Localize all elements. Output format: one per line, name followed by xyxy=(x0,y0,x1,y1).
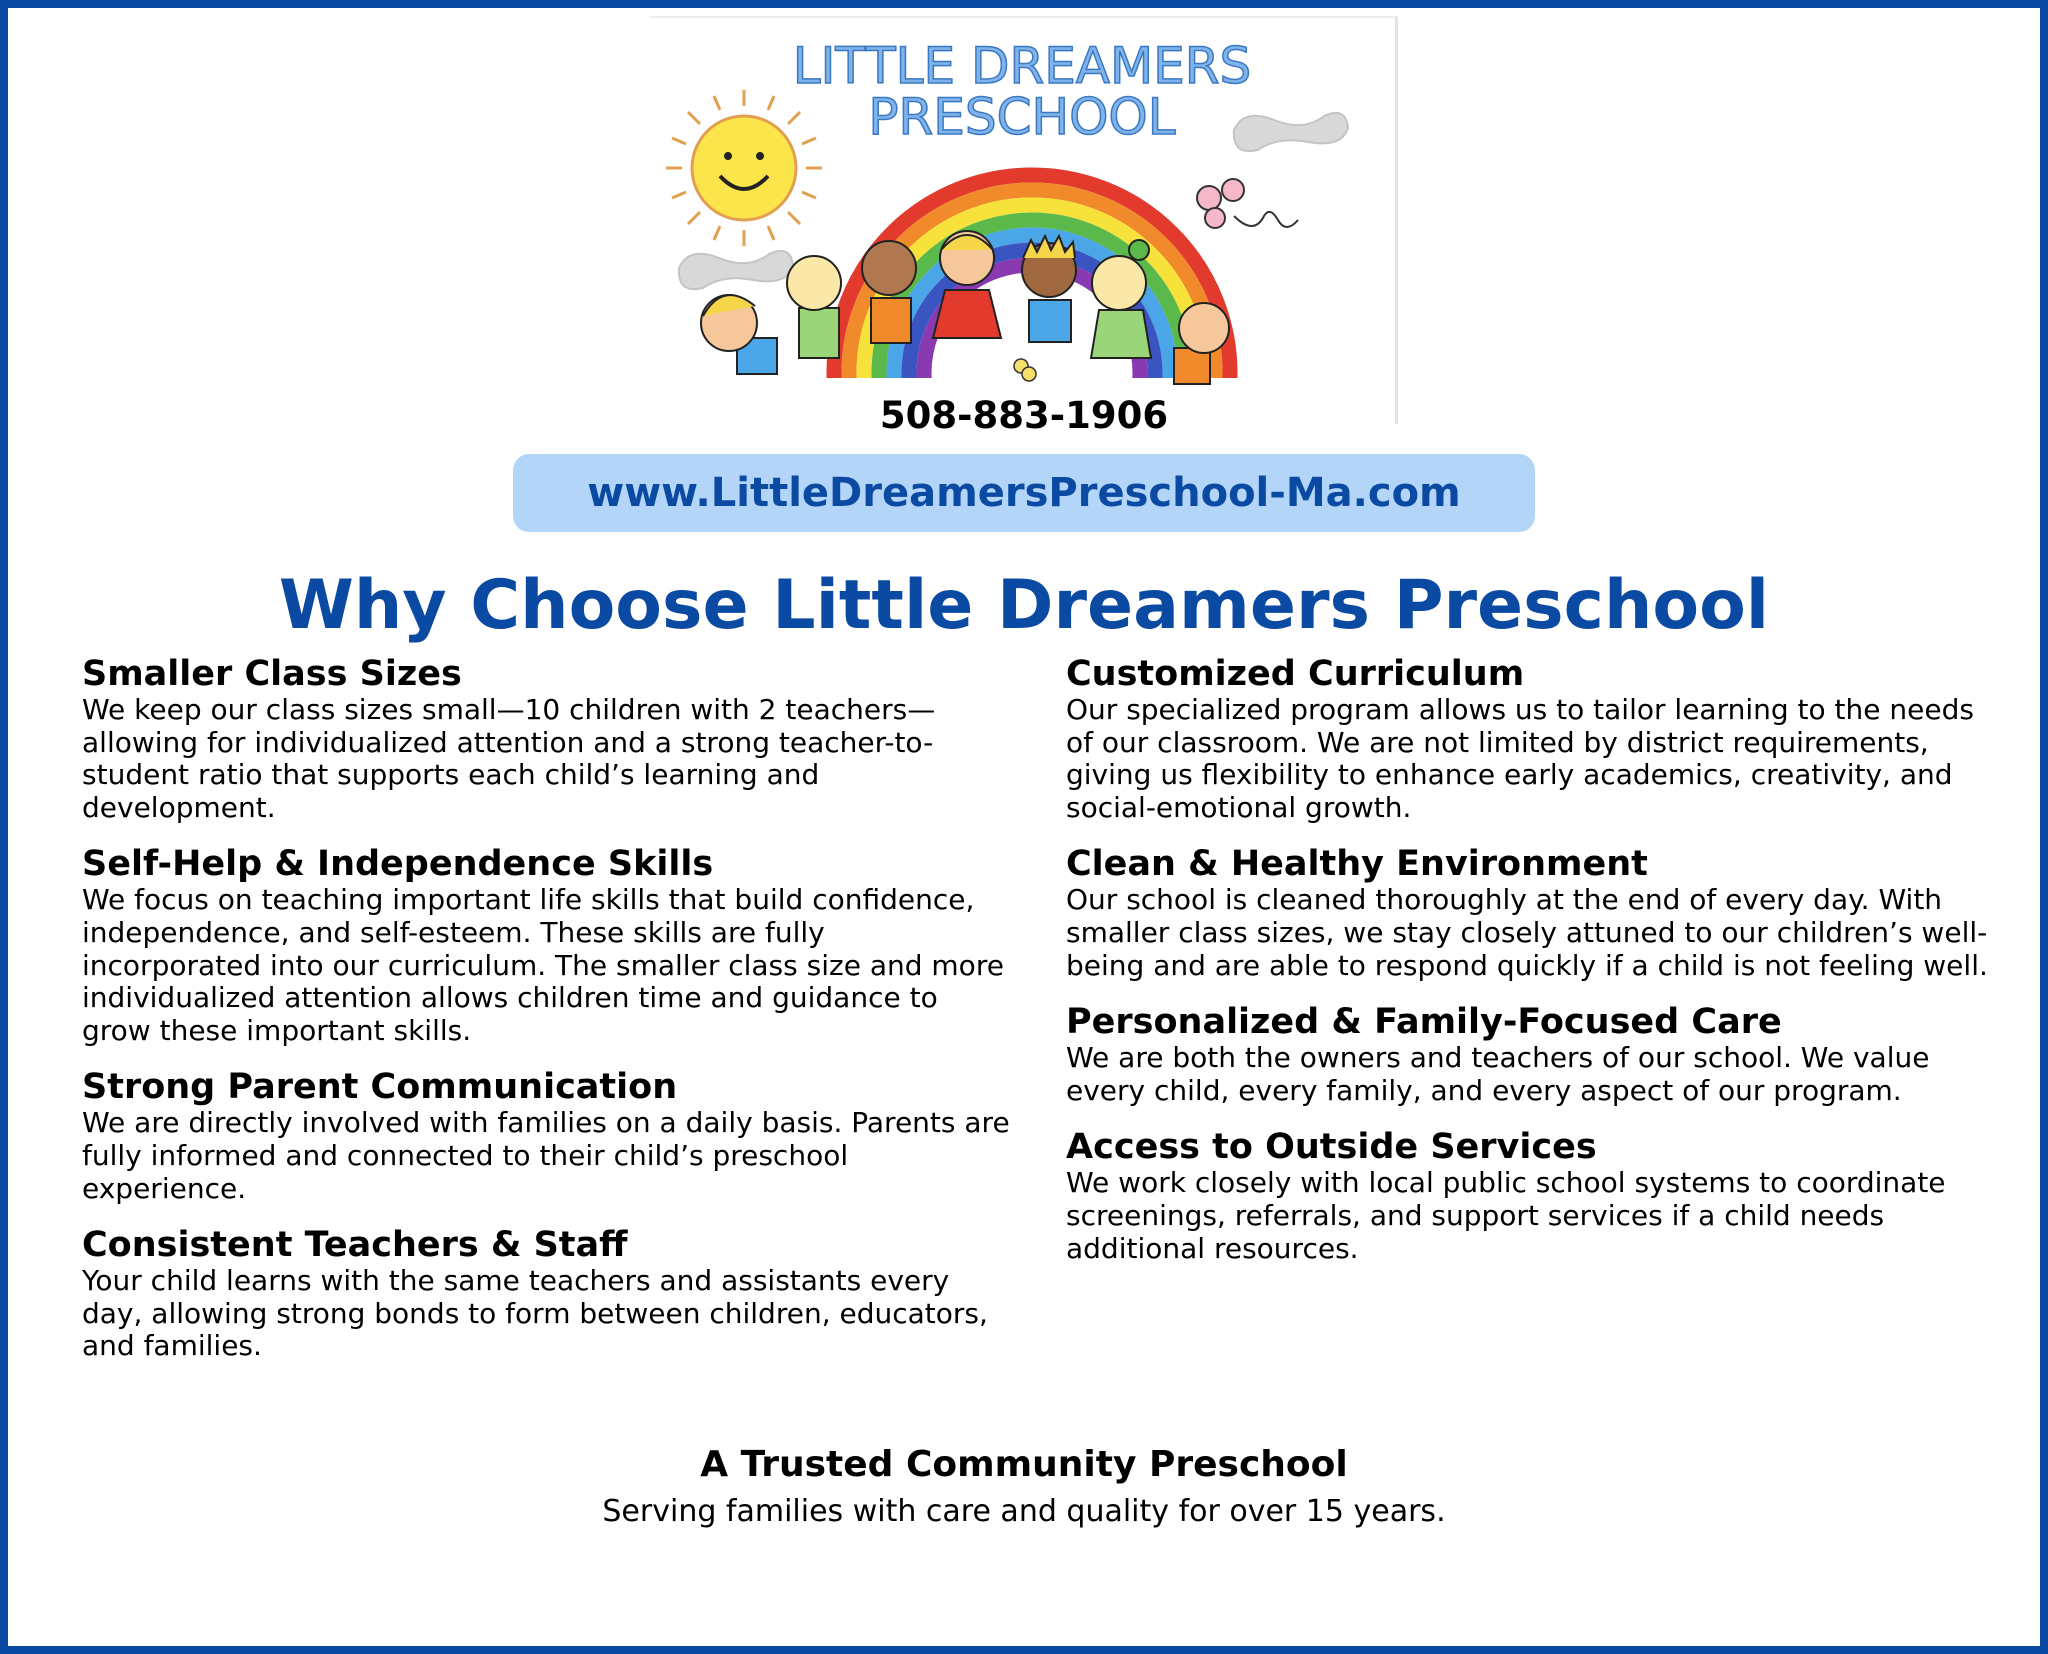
section-parent-communication xyxy=(82,1067,1012,1205)
section-self-help xyxy=(82,844,1012,1047)
section-smaller-class-sizes xyxy=(82,654,1012,824)
section-heading: Smaller Class Sizes xyxy=(82,654,462,694)
section-body: Our specialized program allows us to tailor learning to the needs of our classroom. We are not limited by district requirements, giving us flexibility to enhance early academics, creativity, and social-emotional growth. xyxy=(1066,693,1974,824)
website-url[interactable]: www.LittleDreamersPreschool-Ma.com xyxy=(587,470,1461,516)
section-body: Our school is cleaned thoroughly at the end of every day. With smaller class sizes, we stay closely attuned to our children’s well-being and are able to respond quickly if a child is not feeling well. xyxy=(1066,883,1988,982)
section-body: We work closely with local public school systems to coordinate screenings, referrals, and support services if a child needs additional resources. xyxy=(1066,1166,1946,1265)
section-heading: Strong Parent Communication xyxy=(82,1067,678,1108)
section-heading: Customized Curriculum xyxy=(1066,654,1525,694)
section-body: We are directly involved with families on a daily basis. Parents are fully informed and connected to their child’s preschool experience. xyxy=(82,1106,1010,1205)
logo-line2: PRESCHOOL xyxy=(868,88,1176,146)
page-title: Why Choose Little Dreamers Preschool xyxy=(278,566,1770,645)
right-column xyxy=(1066,654,1996,1285)
section-consistent-teachers xyxy=(82,1225,1012,1363)
section-family-focused-care xyxy=(1066,1002,1996,1107)
phone-number[interactable]: 508-883-1906 xyxy=(879,394,1169,437)
footer-subtitle: Serving families with care and quality for over 15 years. xyxy=(602,1494,1446,1529)
website-link[interactable] xyxy=(513,454,1535,532)
section-customized-curriculum xyxy=(1066,654,1996,824)
section-heading: Consistent Teachers & Staff xyxy=(82,1225,628,1266)
butterfly-icon xyxy=(1014,359,1036,381)
left-column xyxy=(82,654,1012,1383)
section-clean-environment xyxy=(1066,844,1996,982)
section-heading: Self-Help & Independence Skills xyxy=(82,844,714,885)
section-body: We are both the owners and teachers of our school. We value every child, every family, and every aspect of our program. xyxy=(1066,1041,1930,1107)
preschool-logo xyxy=(649,16,1398,424)
footer-title: A Trusted Community Preschool xyxy=(700,1444,1348,1485)
section-body: We focus on teaching important life skills that build confidence, independence, and self-esteem. These skills are fully incorporated into our curriculum. The smaller class size and more individualized attention allows children time and guidance to grow these important skills. xyxy=(82,883,1004,1047)
section-body: Your child learns with the same teachers and assistants every day, allowing strong bonds to form between children, educators, and families. xyxy=(82,1264,988,1363)
section-heading: Clean & Healthy Environment xyxy=(1066,844,1648,885)
logo-line1: LITTLE DREAMERS xyxy=(792,37,1252,95)
section-heading: Access to Outside Services xyxy=(1066,1127,1597,1168)
section-outside-services xyxy=(1066,1127,1996,1265)
section-heading: Personalized & Family-Focused Care xyxy=(1066,1002,1782,1043)
butterfly-icon xyxy=(1197,179,1298,228)
section-body: We keep our class sizes small—10 children with 2 teachers—allowing for individualized attention and a strong teacher-to-student ratio that supports each child’s learning and development. xyxy=(82,693,936,824)
sun-icon xyxy=(666,90,822,246)
